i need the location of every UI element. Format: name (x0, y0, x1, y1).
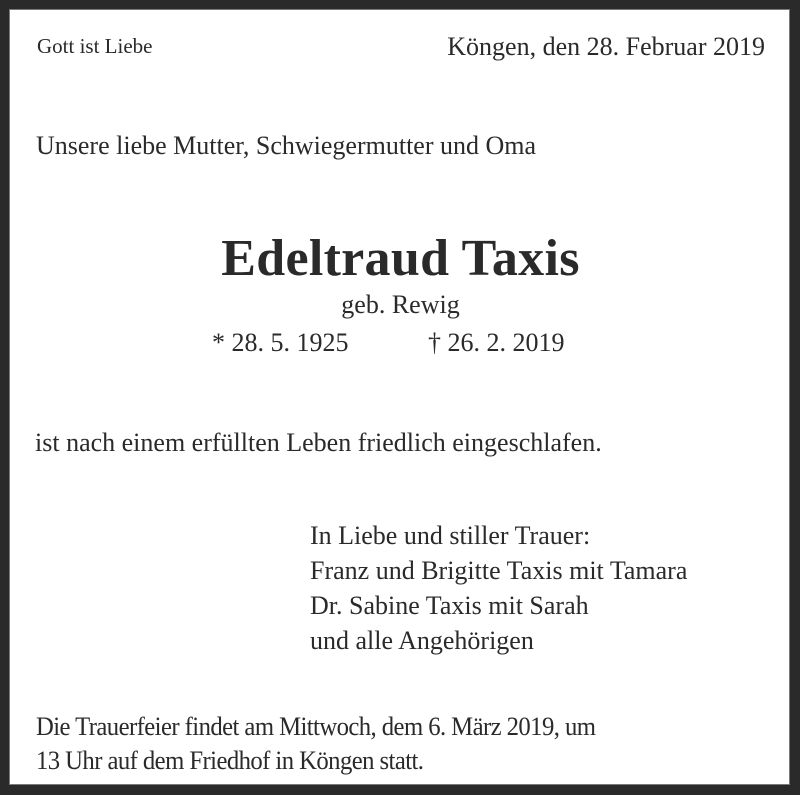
place-date: Köngen, den 28. Februar 2019 (447, 32, 765, 61)
service-info (36, 710, 595, 778)
deceased-name: Edeltraud Taxis (221, 230, 580, 287)
service-line: 13 Uhr auf dem Friedhof in Köngen statt. (36, 746, 424, 775)
service-line: Die Trauerfeier findet am Mittwoch, dem 6. März 2019, um (36, 712, 596, 741)
mourners-line: Franz und Brigitte Taxis mit Tamara (310, 556, 688, 585)
obituary-notice (9, 9, 790, 785)
mourners-block (310, 518, 687, 658)
intro-text: Unsere liebe Mutter, Schwiegermutter und Oma (36, 131, 537, 160)
mourners-line: In Liebe und stiller Trauer: (310, 521, 591, 550)
maiden-name: geb. Rewig (341, 290, 460, 319)
birth-date: * 28. 5. 1925 (212, 328, 349, 357)
motto: Gott ist Liebe (37, 34, 153, 58)
statement-text: ist nach einem erfüllten Leben friedlich eingeschlafen. (35, 428, 602, 457)
mourners-line: und alle Angehörigen (310, 626, 534, 655)
mourners-line: Dr. Sabine Taxis mit Sarah (310, 591, 589, 620)
death-date: † 26. 2. 2019 (428, 328, 565, 357)
